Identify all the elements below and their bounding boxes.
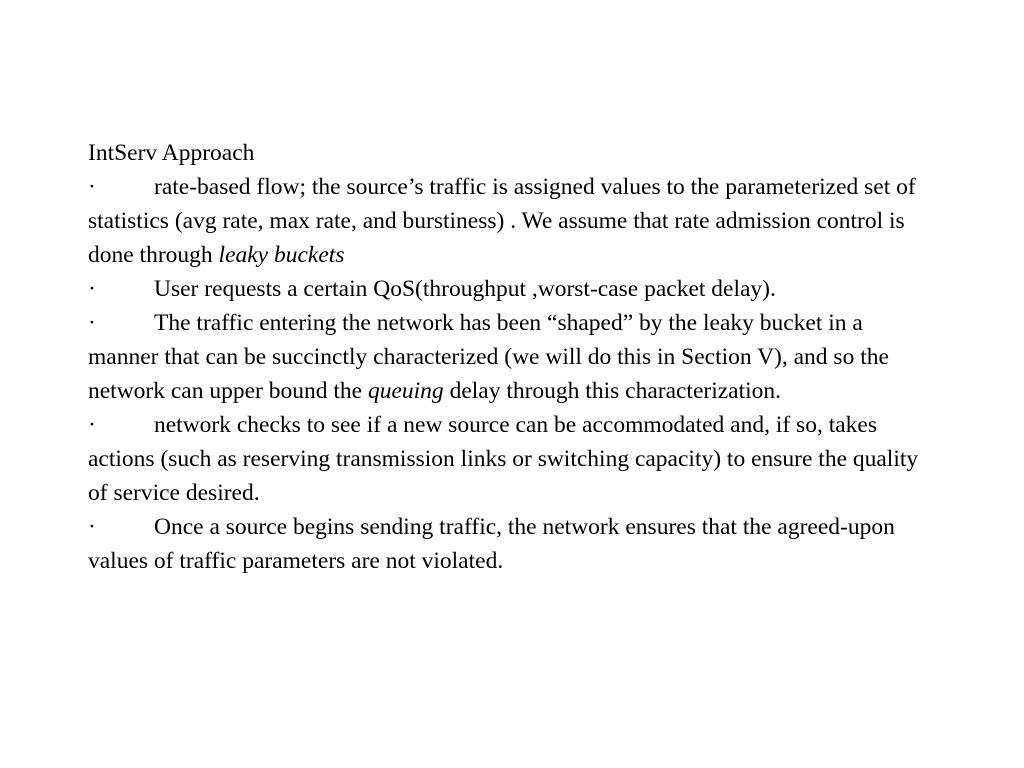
bullet-item <box>88 510 938 578</box>
bullet-text: delay through this characterization. <box>443 378 782 404</box>
bullet-text: network checks to see if a new source can be accommodated and, if so, takes actions (such as reserving transmission links or switching capacity) to ensure the quality of service desired. <box>88 412 919 506</box>
bullet-text: rate-based flow; the source’s traffic is assigned values to the parameterized set of statistics (avg rate, max rate, and burstiness) . We assume that rate admission control is done through <box>88 174 916 268</box>
bullet-marker: · <box>88 174 96 200</box>
bullet-text: Once a source begins sending traffic, the network ensures that the agreed-upon values of traffic parameters are not violated. <box>88 514 895 574</box>
bullet-text: User requests a certain QoS(throughput ,worst-case packet delay). <box>154 276 776 302</box>
bullet-text: The traffic entering the network has been “shaped” by the leaky bucket in a manner that can be succinctly characterized (we will do this in Section V), and so the network can upper bound the <box>88 310 889 404</box>
bullet-text-italic: queuing <box>367 378 444 404</box>
bullet-item <box>88 306 938 408</box>
slide-heading: IntServ Approach <box>88 140 255 166</box>
bullet-marker: · <box>88 514 96 540</box>
bullet-item <box>88 170 938 272</box>
bullet-marker: · <box>88 276 96 302</box>
bullet-text-italic: leaky buckets <box>218 242 345 268</box>
slide-body <box>88 136 938 578</box>
bullet-item <box>88 272 938 306</box>
bullet-marker: · <box>88 412 96 438</box>
bullet-item <box>88 408 938 510</box>
bullet-marker: · <box>88 310 96 336</box>
